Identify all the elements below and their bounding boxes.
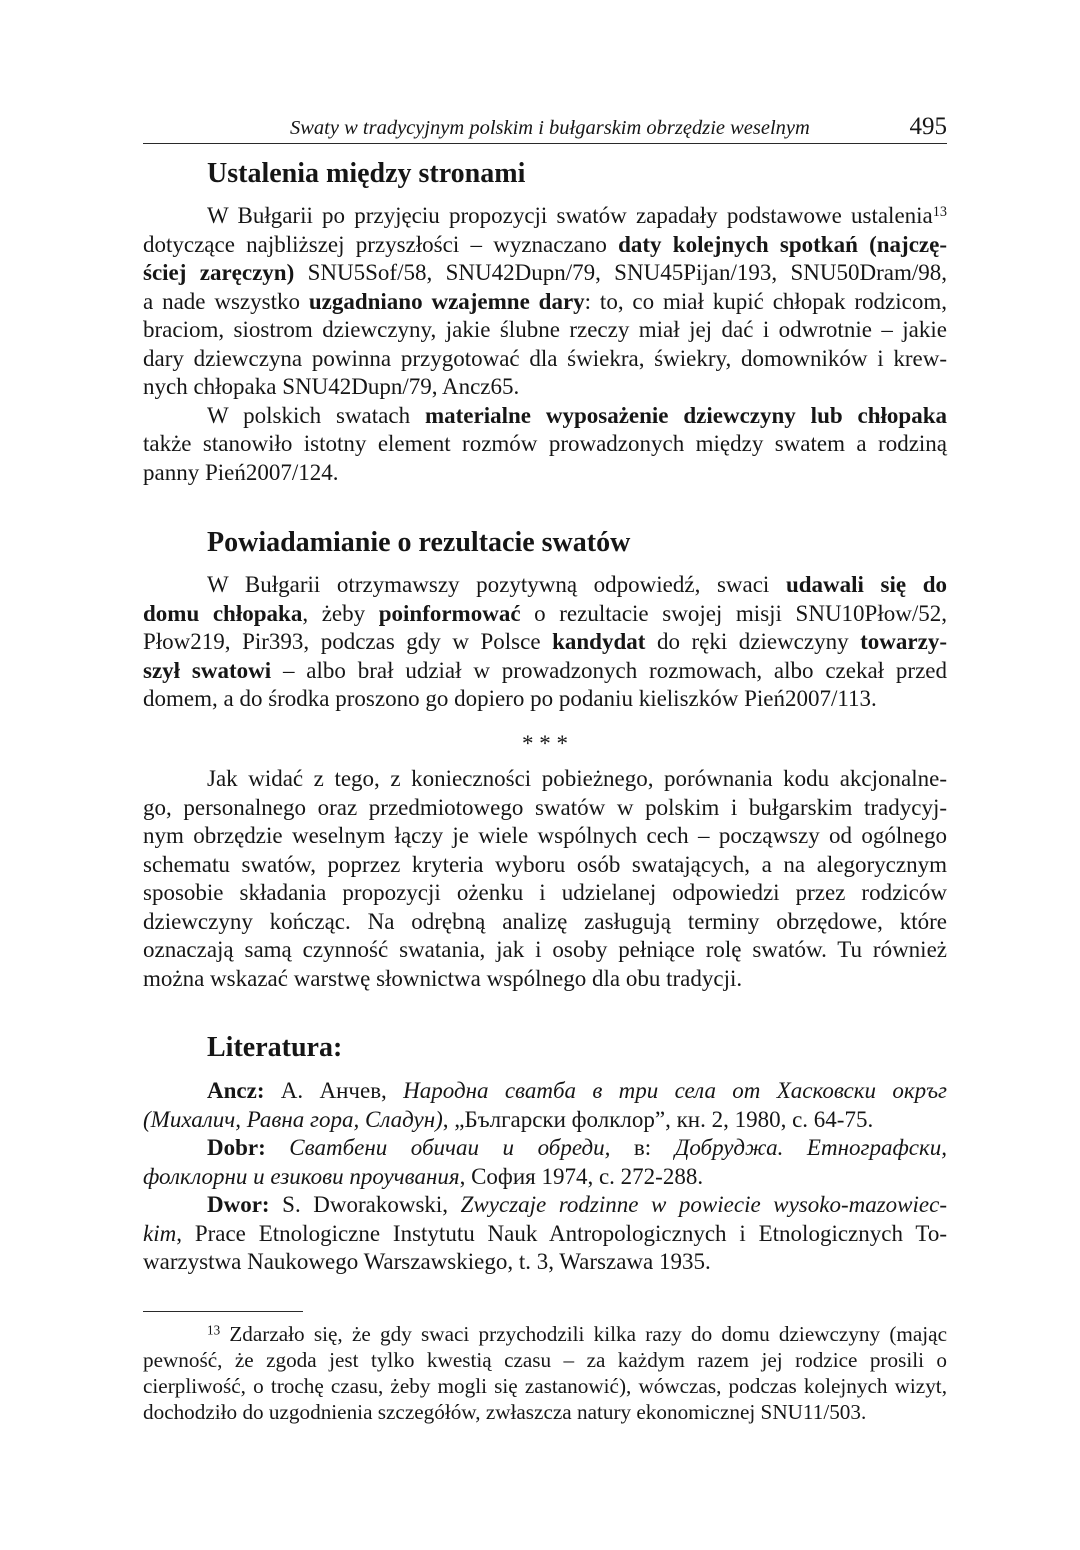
text-run: , Prace Etnologiczne Instytutu Nauk Antropologicznych i Etnologicznych To-: [176, 1220, 947, 1246]
line-content: [143, 288, 947, 317]
text-run: go, personalnego oraz przedmiotowego swatów w polskim i bułgarskim tradycyj-: [143, 794, 947, 820]
bold-text: szył swatowi: [143, 657, 272, 683]
text-run: dochodziło do uzgodnienia szczegółów, zwłaszcza natury ekonomicznej SNU11/503.: [143, 1400, 867, 1424]
line-content: [143, 231, 947, 260]
text-line: [143, 1399, 947, 1425]
footnote-marker: 13: [207, 1322, 221, 1338]
line-content: [207, 765, 947, 794]
line-content: [143, 908, 947, 937]
text-line: [143, 1191, 947, 1220]
text-line: [143, 908, 947, 937]
text-line: [143, 430, 947, 459]
text-line: [143, 794, 947, 823]
text-run: także stanowiło istotny element rozmów prowadzonych między swatem a rodziną: [143, 431, 947, 456]
text-run: braciom, siostrom dziewczyny, jakie ślubne rzeczy miał jej dać i odwrotnie – jakie: [143, 317, 947, 342]
line-content: [143, 1373, 947, 1399]
bibliography-entry: [143, 1191, 947, 1277]
line-content: [143, 628, 947, 657]
text-run: pewność, że zgoda jest tylko kwestią czasu – za każdym razem jej rodzice prosili o: [143, 1348, 947, 1372]
text-line: [143, 459, 947, 488]
text-line: [143, 373, 947, 402]
bold-text: materialne wyposażenie dziewczyny lub chłopaka: [424, 402, 948, 428]
text-line: [143, 965, 947, 994]
text-line: [143, 685, 947, 714]
bold-text: daty kolejnych spotkań (najczę-: [618, 231, 948, 257]
text-line: [143, 1106, 947, 1135]
text-run: można wskazać warstwę słownictwa wspólnego dla obu tradycji.: [143, 965, 743, 991]
italic-text: фолклорни и езикови проучвания: [143, 1163, 460, 1189]
paragraph: [143, 765, 947, 993]
line-content: [143, 459, 339, 488]
text-run: do ręki dziewczyny: [645, 629, 861, 654]
text-line: [143, 1248, 947, 1277]
text-line: [143, 231, 947, 260]
text-run: o rezultacie swojej misji SNU10Płow/52,: [520, 600, 947, 626]
line-content: [143, 822, 947, 851]
text-run: S. Dworakowski,: [269, 1192, 461, 1217]
paragraph: [143, 202, 947, 402]
bold-text: towarzy-: [860, 629, 947, 654]
italic-text: kim: [143, 1220, 177, 1246]
section-heading: Powiadamianie o rezultacie swatów: [207, 527, 631, 558]
text-line: [143, 1163, 947, 1192]
text-line: [143, 1347, 947, 1373]
text-line: [143, 1134, 947, 1163]
paragraph: [143, 402, 947, 488]
text-run: nych chłopaka SNU42Dupn/79, Ancz65.: [143, 374, 520, 399]
text-run: panny Pień2007/124.: [143, 459, 339, 485]
text-run: sposobie składania propozycji ożenku i udzielanej odpowiedzi przez rodziców: [143, 880, 947, 905]
text-line: [143, 600, 947, 629]
bold-text: Ancz:: [207, 1078, 265, 1103]
text-run: , София 1974, с. 272-288.: [459, 1163, 704, 1189]
line-content: [143, 373, 519, 402]
text-line: [143, 345, 947, 374]
text-run: SNU5Sof/58, SNU42Dupn/79, SNU45Pijan/193, SNU50Dram/98,: [294, 260, 947, 285]
line-content: [143, 1106, 873, 1135]
text-line: [143, 822, 947, 851]
text-run: domem, a do środka proszono go dopiero po podaniu kieliszków Pień2007/113.: [143, 686, 877, 711]
line-content: [143, 600, 947, 629]
text-run: nym obrzędzie weselnym łączy je wiele wspólnych cech – począwszy od ogólnego: [143, 823, 947, 848]
text-line: [143, 1077, 947, 1106]
line-content: [207, 1134, 947, 1163]
line-content: [143, 794, 947, 823]
line-content: [207, 1191, 947, 1220]
text-line: [143, 657, 947, 686]
footnote-marker: 13: [932, 203, 947, 220]
text-run: W Bułgarii otrzymawszy pozytywną odpowiedź, swaci: [207, 572, 786, 597]
running-header: [143, 113, 947, 143]
text-line: [143, 1321, 947, 1347]
text-run: schematu swatów, poprzez kryteria wyboru osób swatających, a na alegorycznym: [143, 851, 947, 877]
text-run: , „Български фолклор”, кн. 2, 1980, с. 64-75.: [442, 1106, 874, 1132]
text-run: в:: [610, 1135, 675, 1160]
text-line: [143, 1373, 947, 1399]
line-content: [143, 430, 947, 459]
line-content: [207, 1321, 947, 1347]
bibliography-entry: [143, 1134, 947, 1191]
italic-text: Народна сватба в три села от Хасковски окръг: [403, 1078, 948, 1103]
text-run: a nade wszystko: [143, 288, 309, 314]
text-run: dziewczyny kończąc. Na odrębną analizę zasługują terminy obrzędowe, które: [143, 908, 947, 934]
text-line: [143, 936, 947, 965]
footnote: [143, 1321, 947, 1425]
line-content: [143, 879, 947, 908]
line-content: [143, 1399, 866, 1425]
text-run: warzystwa Naukowego Warszawskiego, t. 3, Warszawa 1935.: [143, 1249, 711, 1274]
line-content: [207, 1077, 947, 1106]
line-content: [143, 965, 742, 994]
footnote-rule: [143, 1311, 303, 1312]
line-content: [143, 1163, 703, 1192]
line-content: [207, 571, 947, 600]
line-content: [143, 851, 947, 880]
line-content: [143, 345, 947, 374]
page-number: 495: [909, 113, 947, 140]
bold-text: ściej zaręczyn): [143, 260, 295, 285]
text-run: Jak widać z tego, z konieczności pobieżnego, porównania kodu akcjonalne-: [207, 766, 947, 791]
text-line: [143, 879, 947, 908]
line-content: [143, 685, 877, 714]
text-run: : to, co miał kupić chłopak rodzicom,: [584, 288, 947, 314]
text-line: [143, 316, 947, 345]
bibliography-entry: [143, 1077, 947, 1134]
text-line: [143, 851, 947, 880]
italic-text: Zwyczaje rodzinne w powiecie wysoko-mazowiec-: [460, 1192, 947, 1217]
header-rule: [143, 143, 947, 144]
text-run: Płow219, Pir393, podczas gdy w Polsce: [143, 629, 553, 654]
literature-heading: Literatura:: [207, 1032, 343, 1063]
text-run: oznaczają samą czynność swatania, jak i osoby pełniące rolę swatów. Tu również: [143, 937, 947, 962]
section-separator: * * *: [522, 731, 568, 756]
line-content: [143, 657, 947, 686]
line-content: [143, 1220, 947, 1249]
italic-text: Добруджа. Етнографски,: [674, 1135, 948, 1160]
line-content: [143, 1248, 711, 1277]
paragraph: [143, 571, 947, 714]
text-line: [143, 1220, 947, 1249]
text-line: [143, 402, 947, 431]
text-run: Zdarzało się, że gdy swaci przychodzili kilka razy do domu dziewczyny (mając: [220, 1322, 947, 1346]
line-content: [143, 1347, 947, 1373]
line-content: [143, 259, 947, 288]
text-line: [143, 571, 947, 600]
text-run: – albo brał udział w prowadzonych rozmowach, albo czekał przed: [271, 657, 947, 683]
line-content: [143, 316, 947, 345]
text-line: [143, 765, 947, 794]
bold-text: kandydat: [552, 629, 646, 654]
text-run: W polskich swatach: [207, 402, 425, 428]
line-content: [207, 202, 947, 231]
bold-text: uzgadniano wzajemne dary: [308, 288, 585, 314]
text-line: [143, 288, 947, 317]
text-line: [143, 202, 947, 231]
italic-text: Сватбени обичаи и обреди,: [265, 1135, 611, 1160]
section-heading: Ustalenia między stronami: [207, 158, 526, 189]
text-run: А. Анчев,: [264, 1078, 404, 1103]
text-line: [143, 628, 947, 657]
bold-text: domu chłopaka: [143, 600, 303, 626]
bold-text: Dobr:: [207, 1135, 266, 1160]
bold-text: Dwor:: [207, 1192, 270, 1217]
bold-text: udawali się do: [785, 572, 947, 597]
running-title: Swaty w tradycyjnym polskim i bułgarskim obrzędzie weselnym: [290, 117, 810, 139]
line-content: [143, 936, 947, 965]
text-run: dotyczące najbliższej przyszłości – wyznaczano: [143, 231, 619, 257]
text-run: cierpliwość, o trochę czasu, żeby mogli się zastanowić), wówczas, podczas kolejnych wizyt,: [143, 1374, 947, 1398]
italic-text: (Михалич, Равна гора, Сладун): [143, 1106, 443, 1132]
text-run: W Bułgarii po przyjęciu propozycji swatów zapadały podstawowe ustalenia: [207, 203, 933, 228]
text-run: dary dziewczyna powinna przygotować dla świekra, świekry, domowników i krew-: [143, 345, 947, 371]
line-content: [207, 402, 947, 431]
bold-text: poinformować: [378, 600, 521, 626]
text-run: , żeby: [302, 600, 379, 626]
text-line: [143, 259, 947, 288]
